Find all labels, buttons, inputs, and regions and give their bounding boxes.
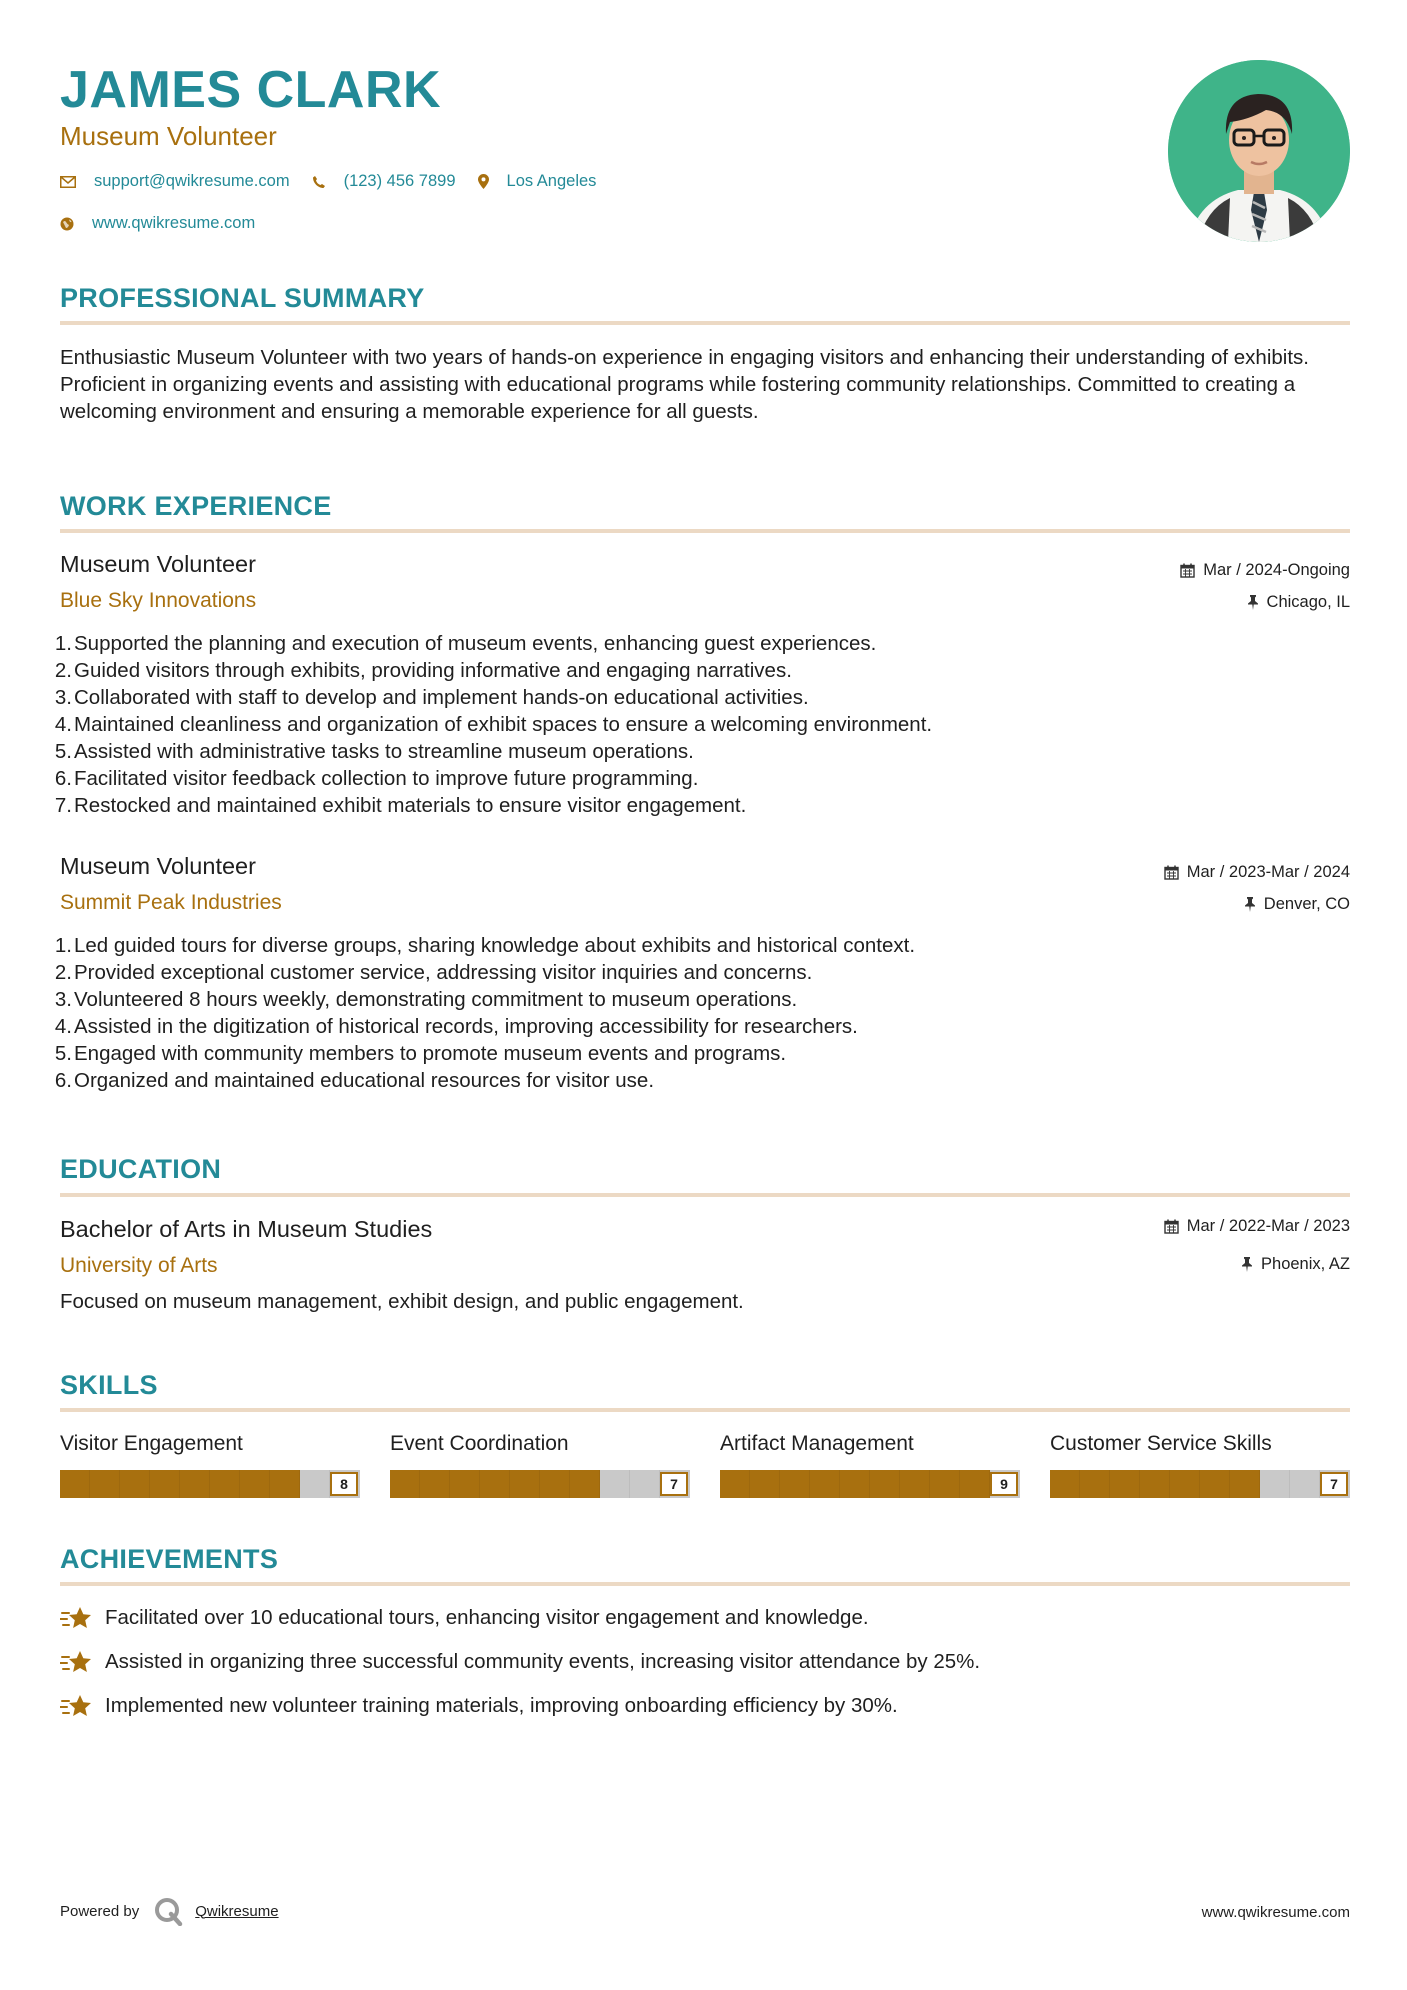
bullet-number: 1. — [54, 632, 72, 655]
bullet-number: 3. — [54, 988, 72, 1011]
rating-segment — [270, 1470, 300, 1498]
job-dates — [1164, 861, 1350, 883]
job-bullet-item — [54, 986, 915, 1013]
contact-row-website — [60, 214, 277, 233]
calendar-icon — [1180, 563, 1195, 578]
bullet-text: Supported the planning and execution of museum events, enhancing guest experiences. — [74, 632, 877, 655]
candidate-title: Museum Volunteer — [60, 121, 277, 151]
job-bullets — [54, 630, 933, 819]
bullet-number: 5. — [54, 740, 72, 763]
bullet-text: Assisted with administrative tasks to streamline museum operations. — [74, 740, 694, 763]
rating-segment — [780, 1470, 810, 1498]
bullet-text: Organized and maintained educational resources for visitor use. — [74, 1069, 655, 1092]
skill-score: 7 — [1320, 1472, 1348, 1496]
job-bullet-item — [54, 765, 932, 792]
phone-text: (123) 456 7899 — [343, 172, 456, 190]
bullet-number: 7. — [54, 794, 72, 817]
bullet-text: Assisted in the digitization of historical records, improving accessibility for researchers. — [74, 1015, 858, 1038]
section-divider — [60, 321, 1350, 325]
skills-heading: SKILLS — [60, 1370, 158, 1400]
section-divider — [60, 1408, 1350, 1412]
job-bullet-item — [54, 1040, 915, 1067]
bullet-number: 5. — [54, 1042, 72, 1065]
bullet-number: 4. — [54, 713, 72, 736]
contact-phone[interactable] — [312, 172, 456, 191]
job-bullet-item — [54, 959, 915, 986]
bullet-text: Guided visitors through exhibits, providing informative and engaging narratives. — [74, 659, 792, 682]
achievement-text: Facilitated over 10 educational tours, enhancing visitor engagement and knowledge. — [105, 1606, 869, 1629]
job-dates-text: Mar / 2024-Ongoing — [1203, 561, 1350, 579]
skill-score: 7 — [660, 1472, 688, 1496]
rating-segment — [630, 1470, 660, 1498]
job-company: Summit Peak Industries — [60, 891, 282, 914]
rating-segment — [210, 1470, 240, 1498]
rating-segment — [300, 1470, 330, 1498]
footer-powered-by — [60, 1896, 279, 1926]
education-dates-text: Mar / 2022-Mar / 2023 — [1186, 1217, 1350, 1235]
achievement-item — [60, 1692, 898, 1720]
rating-segment — [1260, 1470, 1290, 1498]
job-bullet-item — [54, 1067, 915, 1094]
phone-icon — [312, 175, 326, 189]
rating-segment — [870, 1470, 900, 1498]
job-bullet-item — [54, 684, 932, 711]
rating-segment — [1050, 1470, 1080, 1498]
section-divider — [60, 1582, 1350, 1586]
bullet-text: Restocked and maintained exhibit materials to ensure visitor engagement. — [74, 794, 747, 817]
summary-text: Enthusiastic Museum Volunteer with two years of hands-on experience in engaging visitors and enhancing their understanding of exhibits. Proficient in organizing events and assisting with educational programs while fostering community relationships. Committed to creating a welcoming environment and ensuring a memorable experience for all guests. — [60, 346, 1309, 423]
star-badge-icon — [60, 1693, 93, 1719]
rating-segment — [450, 1470, 480, 1498]
achievement-item — [60, 1648, 980, 1676]
rating-segment — [150, 1470, 180, 1498]
job-bullet-item — [54, 738, 932, 765]
bullet-number: 2. — [54, 659, 72, 682]
contact-location — [478, 172, 597, 191]
rating-segment — [750, 1470, 780, 1498]
rating-segment — [570, 1470, 600, 1498]
rating-segment — [810, 1470, 840, 1498]
bullet-number: 6. — [54, 1069, 72, 1092]
pushpin-icon — [1244, 897, 1256, 912]
rating-segment — [1140, 1470, 1170, 1498]
rating-segment — [180, 1470, 210, 1498]
website-text: www.qwikresume.com — [92, 214, 256, 232]
powered-by-text: Powered by — [60, 1902, 140, 1920]
job-bullet-item — [54, 711, 933, 738]
bullet-number: 6. — [54, 767, 72, 790]
skill-rating-bar — [60, 1470, 360, 1498]
skill-name: Event Coordination — [390, 1432, 569, 1455]
skill-rating-bar — [1050, 1470, 1350, 1498]
rating-segment — [540, 1470, 570, 1498]
rating-segment — [510, 1470, 540, 1498]
bullet-text: Led guided tours for diverse groups, sharing knowledge about exhibits and historical context. — [74, 934, 916, 957]
rating-segment — [1170, 1470, 1200, 1498]
rating-segment — [1110, 1470, 1140, 1498]
skill-rating-bar — [720, 1470, 1020, 1498]
degree-name: Bachelor of Arts in Museum Studies — [60, 1216, 433, 1242]
skill-name: Visitor Engagement — [60, 1432, 243, 1455]
bullet-number: 1. — [54, 934, 72, 957]
job-bullets — [54, 932, 916, 1094]
education-description: Focused on museum management, exhibit design, and public engagement. — [60, 1290, 744, 1313]
pushpin-icon — [1241, 1257, 1253, 1272]
pushpin-icon — [1247, 595, 1259, 610]
bullet-text: Volunteered 8 hours weekly, demonstrating commitment to museum operations. — [74, 988, 798, 1011]
rating-segment — [930, 1470, 960, 1498]
skill-name: Customer Service Skills — [1050, 1432, 1272, 1455]
experience-heading: WORK EXPERIENCE — [60, 491, 332, 521]
job-location-text: Chicago, IL — [1266, 593, 1350, 611]
star-badge-icon — [60, 1605, 93, 1631]
bullet-number: 2. — [54, 961, 72, 984]
globe-icon — [60, 217, 74, 231]
candidate-name: JAMES CLARK — [60, 61, 442, 119]
job-dates — [1180, 559, 1350, 581]
job-bullet-item — [54, 792, 932, 819]
education-dates — [1164, 1215, 1350, 1237]
summary-heading: PROFESSIONAL SUMMARY — [60, 283, 425, 313]
footer-website[interactable]: www.qwikresume.com — [1201, 1904, 1350, 1921]
school-name: University of Arts — [60, 1254, 218, 1277]
map-pin-icon — [478, 174, 489, 189]
bullet-text: Engaged with community members to promote museum events and programs. — [74, 1042, 787, 1065]
contact-email[interactable] — [60, 172, 290, 191]
rating-segment — [420, 1470, 450, 1498]
job-role: Museum Volunteer — [60, 551, 256, 577]
job-dates-text: Mar / 2023-Mar / 2024 — [1186, 863, 1350, 881]
job-role: Museum Volunteer — [60, 853, 256, 879]
section-divider — [60, 1193, 1350, 1197]
rating-segment — [480, 1470, 510, 1498]
rating-segment — [1080, 1470, 1110, 1498]
calendar-icon — [1164, 1219, 1179, 1234]
email-text: support@qwikresume.com — [94, 172, 290, 190]
job-company: Blue Sky Innovations — [60, 589, 257, 612]
location-text: Los Angeles — [506, 172, 597, 190]
rating-segment — [390, 1470, 420, 1498]
contact-row — [60, 172, 618, 191]
achievements-heading: ACHIEVEMENTS — [60, 1544, 279, 1574]
rating-segment — [60, 1470, 90, 1498]
rating-segment — [600, 1470, 630, 1498]
profile-photo — [1168, 60, 1350, 242]
calendar-icon — [1164, 865, 1179, 880]
rating-segment — [1230, 1470, 1260, 1498]
bullet-text: Facilitated visitor feedback collection to improve future programming. — [74, 767, 699, 790]
bullet-text: Collaborated with staff to develop and implement hands-on educational activities. — [74, 686, 809, 709]
job-bullet-item — [54, 657, 932, 684]
rating-segment — [120, 1470, 150, 1498]
rating-segment — [240, 1470, 270, 1498]
rating-segment — [720, 1470, 750, 1498]
star-badge-icon — [60, 1649, 93, 1675]
skill-rating-bar — [390, 1470, 690, 1498]
skill-item — [390, 1430, 690, 1492]
skill-item — [60, 1430, 360, 1492]
job-bullet-item — [54, 932, 916, 959]
job-location-text: Denver, CO — [1263, 895, 1350, 913]
brand-link[interactable]: Qwikresume — [195, 1902, 279, 1920]
education-heading: EDUCATION — [60, 1154, 222, 1184]
rating-segment — [1290, 1470, 1320, 1498]
rating-segment — [90, 1470, 120, 1498]
resume-page — [54, 0, 1350, 1990]
bullet-text: Maintained cleanliness and organization of exhibit spaces to ensure a welcoming environment. — [74, 713, 933, 736]
achievement-item — [60, 1604, 869, 1632]
job-bullet-item — [54, 1013, 915, 1040]
skill-name: Artifact Management — [720, 1432, 914, 1455]
rating-segment — [1200, 1470, 1230, 1498]
skill-score: 9 — [990, 1472, 1018, 1496]
education-location-text: Phoenix, AZ — [1261, 1255, 1350, 1273]
education-location — [1241, 1253, 1350, 1275]
bullet-number: 3. — [54, 686, 72, 709]
envelope-icon — [60, 176, 76, 188]
achievement-text: Assisted in organizing three successful community events, increasing visitor attendance by 25%. — [105, 1650, 981, 1673]
skill-score: 8 — [330, 1472, 358, 1496]
achievement-text: Implemented new volunteer training materials, improving onboarding efficiency by 30%. — [105, 1694, 898, 1717]
bullet-number: 4. — [54, 1015, 72, 1038]
bullet-text: Provided exceptional customer service, addressing visitor inquiries and concerns. — [74, 961, 813, 984]
job-location — [1247, 591, 1350, 613]
job-location — [1244, 893, 1350, 915]
skill-item — [1050, 1430, 1350, 1492]
contact-website[interactable] — [60, 214, 255, 233]
section-divider — [60, 529, 1350, 533]
rating-segment — [960, 1470, 990, 1498]
qwikresume-logo-icon — [153, 1896, 183, 1926]
rating-segment — [900, 1470, 930, 1498]
rating-segment — [840, 1470, 870, 1498]
skill-item — [720, 1430, 1020, 1492]
job-bullet-item — [54, 630, 932, 657]
